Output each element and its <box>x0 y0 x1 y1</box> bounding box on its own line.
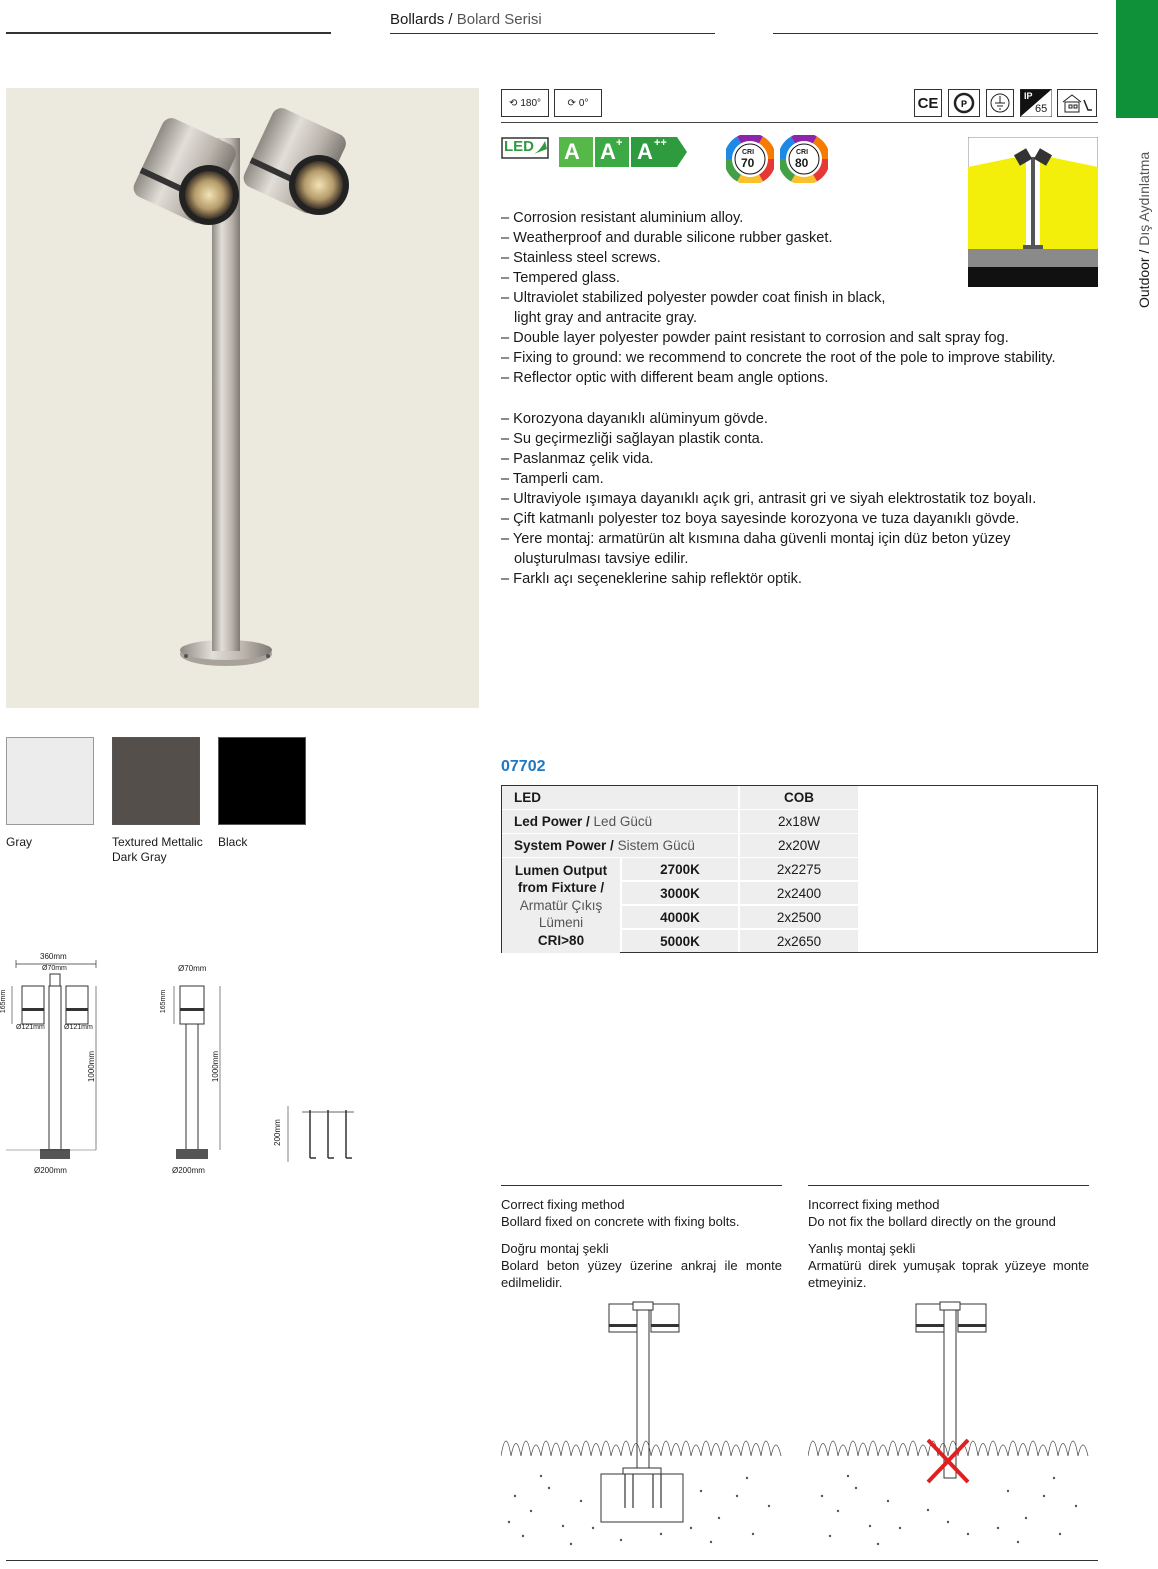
product-photo <box>6 88 479 708</box>
spec-lumen-5000: 2x2650 <box>740 930 858 952</box>
feature-item: – Reflector optic with different beam angle options. <box>501 370 829 386</box>
feature-item: – Tamperli cam. <box>501 471 604 487</box>
lumen-label-tr-line1: Armatür Çıkış <box>519 897 603 913</box>
feature-item: – Korozyona dayanıklı alüminyum gövde. <box>501 411 768 427</box>
ip-label: IP <box>1024 91 1033 101</box>
feature-item: – Ultraviolet stabilized polyester powder coat finish in black, <box>501 290 886 306</box>
fixing-incorrect-desc: Do not fix the bollard directly on the ground <box>808 1214 1056 1229</box>
dim-pole-diameter: Ø70mm <box>42 965 67 972</box>
cri-70-icon <box>726 135 774 183</box>
feature-item: – Çift katmanlı polyester toz boya sayesinde korozyona ve tuza dayanıklı gövde. <box>501 511 1020 527</box>
fixing-incorrect-text <box>808 1196 1089 1291</box>
dim-anchor-height: 200mm <box>272 1119 282 1146</box>
dim-head-diameter-left: Ø121mm <box>16 1024 45 1031</box>
fixing-correct-text <box>501 1196 782 1291</box>
feature-item: – Tempered glass. <box>501 270 620 286</box>
dimension-drawing-front <box>0 950 110 1180</box>
color-label-gray: Gray <box>6 835 33 849</box>
cri-80-label: CRI <box>796 149 809 156</box>
spec-led-label: LED <box>502 786 738 809</box>
spec-system-power-value: 2x20W <box>740 834 858 857</box>
feature-item: – Fixing to ground: we recommend to concrete the root of the pole to improve stability. <box>501 350 1056 366</box>
led-power-label-tr: Led Gücü <box>593 814 653 829</box>
led-icon <box>501 137 551 165</box>
dim-head-height: 165mm <box>0 989 8 1014</box>
ground-icon <box>986 89 1014 117</box>
led-power-label-en: Led Power / <box>514 814 590 829</box>
eac-mark-icon <box>948 89 980 117</box>
feature-item: – Ultraviyole ışımaya dayanıklı açık gri, antrasit gri ve siyah elektrostatik toz boyalı. <box>501 491 1037 507</box>
category-label-tr: Bolard Serisi <box>456 11 542 28</box>
dim-height: 1000mm <box>87 1050 97 1083</box>
header-rule-left <box>6 32 331 34</box>
svg-text:P: P <box>960 99 968 109</box>
fixing-incorrect-illustration <box>808 1296 1089 1556</box>
fixing-incorrect-title-tr: Yanlış montaj şekli <box>808 1241 916 1256</box>
lumen-cri: CRI>80 <box>537 932 585 948</box>
category-label: Bollards <box>390 11 445 28</box>
spec-lumen-2700: 2x2275 <box>740 858 858 880</box>
cri-70-label: CRI <box>742 149 755 156</box>
feature-item: – Farklı açı seçeneklerine sahip reflektör optik. <box>501 571 802 587</box>
spec-cct-4000: 4000K <box>622 906 738 928</box>
rotation-vertical-icon <box>501 89 549 117</box>
feature-item: – Corrosion resistant aluminium alloy. <box>501 210 744 226</box>
dim-head-diameter-right: Ø121mm <box>64 1024 93 1031</box>
spec-cct-5000: 5000K <box>622 930 738 952</box>
energy-class-a-plus-sup: + <box>616 137 623 149</box>
ip-rating-icon <box>1020 89 1052 117</box>
anchor-bolt-drawing <box>270 1100 360 1170</box>
header-rule-right <box>773 33 1098 34</box>
energy-class-a: A <box>564 139 580 164</box>
dim-head-height-side: 165mm <box>160 989 168 1014</box>
section-tab <box>1116 0 1158 118</box>
features-list-en <box>501 208 1101 388</box>
feature-item: – Stainless steel screws. <box>501 250 661 266</box>
page-title: Bollards / Bolard Serisi <box>390 11 542 28</box>
feature-item: – Weatherproof and durable silicone rubber gasket. <box>501 230 833 246</box>
icons-divider <box>501 122 1098 123</box>
feature-item: – Paslanmaz çelik vida. <box>501 451 654 467</box>
feature-item: – Yere montaj: armatürün alt kısmına daha güvenli montaj için düz beton yüzey <box>501 531 1011 547</box>
fixing-correct-illustration <box>501 1296 782 1556</box>
spec-lumen-label <box>502 858 620 953</box>
color-swatch-black <box>218 737 306 825</box>
fixing-correct-desc-tr: Bolard beton yüzey üzerine ankraj ile monte edilmelidir. <box>501 1258 782 1290</box>
system-power-label-en: System Power / <box>514 838 614 853</box>
color-swatch-gray <box>6 737 94 825</box>
led-icon-label: LED <box>504 138 534 155</box>
energy-class-a-plusplus-sup: ++ <box>654 137 667 149</box>
spec-cct-2700: 2700K <box>622 858 738 880</box>
color-label-black: Black <box>218 835 248 849</box>
spec-table <box>501 785 1098 953</box>
fixing-correct-rule <box>501 1185 782 1186</box>
feature-item: light gray and antracite gray. <box>514 310 698 326</box>
spec-cct-3000: 3000K <box>622 882 738 904</box>
spec-lumen-3000: 2x2400 <box>740 882 858 904</box>
energy-class-icon <box>559 137 687 172</box>
dim-width: 360mm <box>40 952 67 961</box>
spec-led-power-label <box>502 810 738 833</box>
features-list-tr <box>501 409 1101 589</box>
system-power-label-tr: Sistem Gücü <box>617 838 695 853</box>
spec-lumen-4000: 2x2500 <box>740 906 858 928</box>
cri-80-value: 80 <box>795 156 809 170</box>
section-label-en: Outdoor <box>1136 257 1152 308</box>
fixing-correct-desc: Bollard fixed on concrete with fixing bolts. <box>501 1214 740 1229</box>
rotation-horizontal-icon <box>554 89 602 117</box>
section-label: Outdoor / Dış Aydınlatma <box>1136 151 1152 308</box>
dim-base-diameter-side: Ø200mm <box>172 1166 205 1175</box>
color-swatch-dark-gray <box>112 737 200 825</box>
fixing-incorrect-rule <box>808 1185 1089 1186</box>
header-rule-center <box>390 33 715 34</box>
energy-class-a-plus: A <box>600 139 616 164</box>
dim-base-diameter: Ø200mm <box>34 1166 67 1175</box>
rotation-vertical-value: 180° <box>520 97 542 109</box>
rotate-arc-icon: ⟳ <box>567 97 576 109</box>
spec-led-power-value: 2x18W <box>740 810 858 833</box>
ce-mark-icon: CE <box>914 89 942 117</box>
fixing-correct-title: Correct fixing method <box>501 1197 625 1212</box>
rotation-horizontal-value: 0° <box>578 97 589 109</box>
fixing-incorrect-desc-tr: Armatürü direk yumuşak toprak yüzeye monte etmeyiniz. <box>808 1258 1089 1290</box>
footer-rule <box>6 1560 1098 1561</box>
cri-70-value: 70 <box>741 156 755 170</box>
product-code: 07702 <box>501 758 546 775</box>
lumen-label-line2: from Fixture / <box>517 880 605 896</box>
fixing-correct-title-tr: Doğru montaj şekli <box>501 1241 609 1256</box>
dimension-drawing-side <box>160 950 240 1180</box>
energy-class-a-plusplus: A <box>637 139 653 164</box>
lumen-label-tr-line2: Lümeni <box>538 915 584 931</box>
spec-system-power-label <box>502 834 738 857</box>
cri-80-icon <box>780 135 828 183</box>
section-label-tr: Dış Aydınlatma <box>1136 151 1152 246</box>
rotate-arc-icon: ⟲ <box>508 97 518 109</box>
outdoor-house-icon <box>1057 89 1097 117</box>
spec-led-value: COB <box>740 786 858 809</box>
feature-item: – Double layer polyester powder paint resistant to corrosion and salt spray fog. <box>501 330 1009 346</box>
fixing-incorrect-title: Incorrect fixing method <box>808 1197 940 1212</box>
dim-pole-diameter-side: Ø70mm <box>178 964 207 973</box>
dim-height-side: 1000mm <box>211 1050 221 1083</box>
lumen-label-line1: Lumen Output <box>514 862 608 878</box>
ip-value: 65 <box>1035 103 1048 115</box>
color-label-dark-gray: Textured Mettalic Dark Gray <box>112 835 203 864</box>
feature-item: – Su geçirmezliği sağlayan plastik conta. <box>501 431 764 447</box>
feature-item: oluşturulması tavsiye edilir. <box>514 551 689 567</box>
